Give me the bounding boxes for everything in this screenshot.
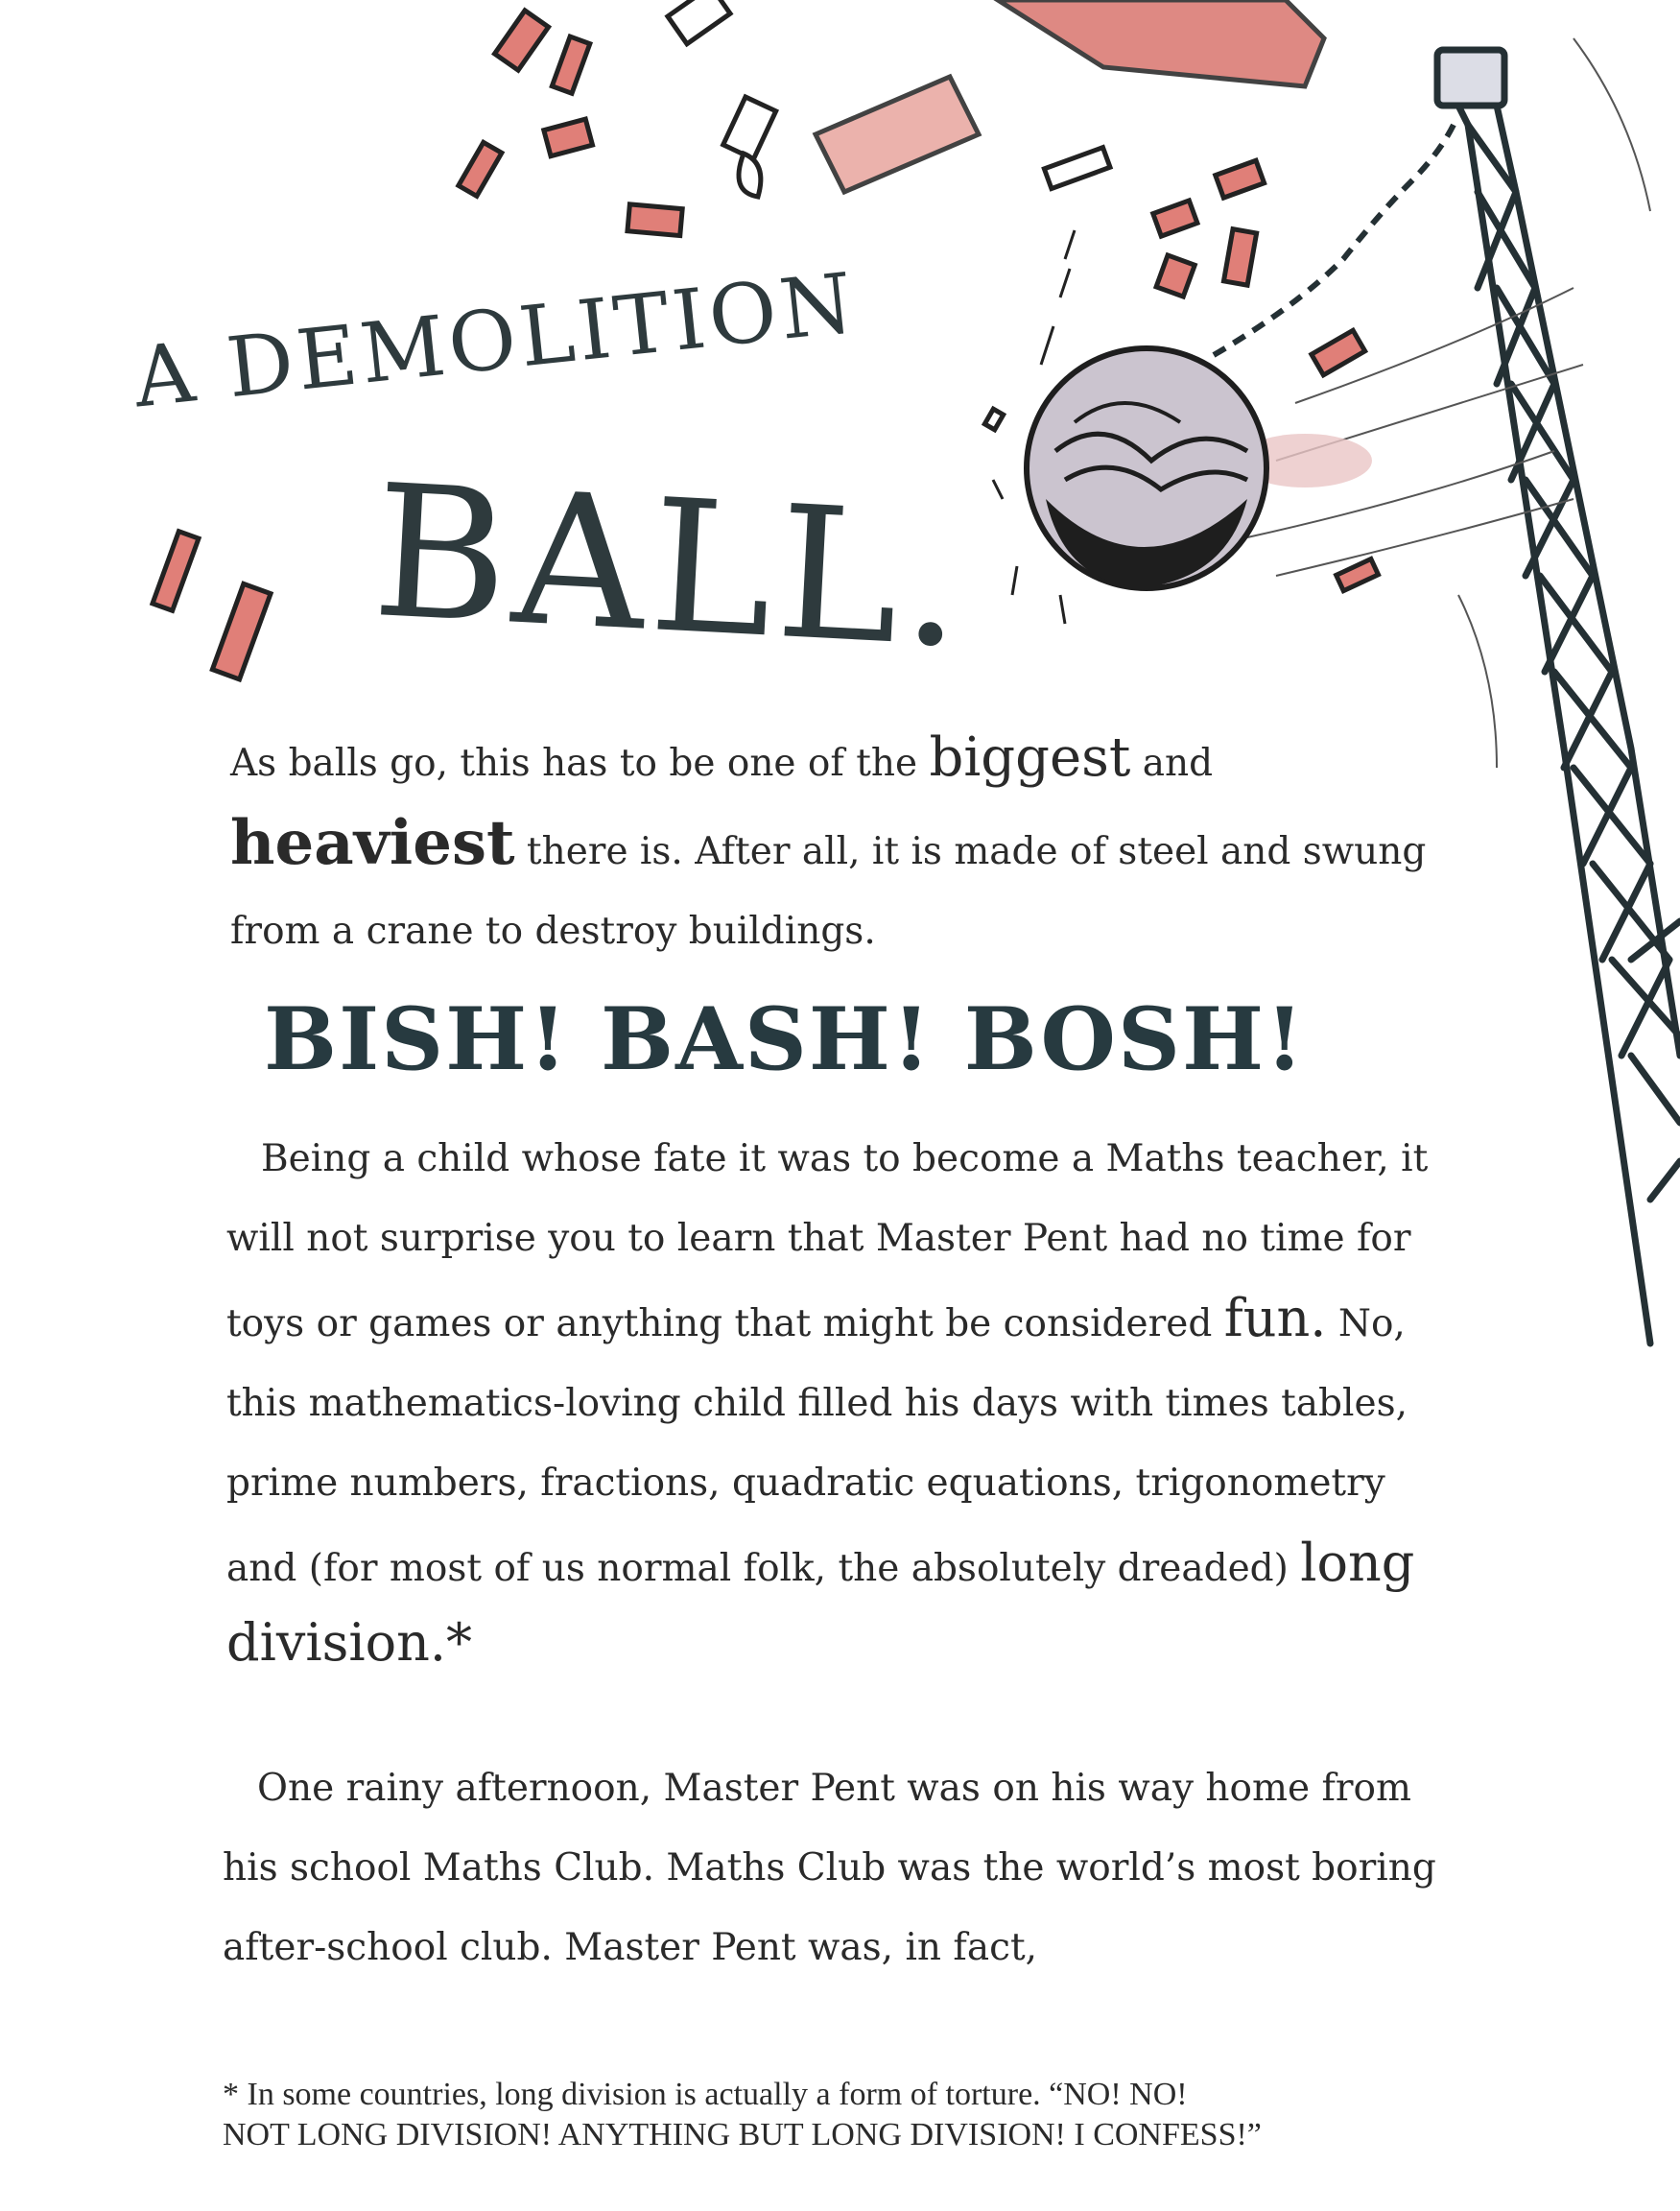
- emphasis-fun: fun.: [1223, 1288, 1327, 1348]
- wrecking-ball-icon: [1027, 348, 1266, 588]
- emphasis-heaviest: heaviest: [230, 807, 515, 879]
- emphasis-division: division.*: [226, 1612, 473, 1673]
- emphasis-long: long: [1300, 1533, 1415, 1593]
- para1-text-2: and: [1130, 742, 1214, 785]
- paragraph-rainy-afternoon: [223, 1748, 1470, 1987]
- para1-text-3: there is. After all, it is made of steel and swung from a crane to destroy buildings.: [230, 830, 1427, 953]
- para2-text-2: No, this mathematics-loving child filled his days with times tables, prime numbers, fractions, quadratic equations, trigonometry and (for most of us normal folk, the absolutely dreaded): [226, 1302, 1408, 1590]
- para1-text-1: As balls go, this has to be one of the: [230, 742, 930, 785]
- paragraph-intro: [230, 718, 1439, 971]
- footnote: [223, 2075, 1527, 2155]
- motion-lines-icon: [1247, 38, 1650, 768]
- bish-bash-bosh-heading: BISH! BASH! BOSH!: [264, 988, 1306, 1090]
- footnote-line-1: * In some countries, long division is actually a form of torture. “NO! NO!: [223, 2077, 1188, 2112]
- para2-text-1: Being a child whose fate it was to become a Maths teacher, it will not surprise you to learn that Master Pent had no time for toys or games or anything that might be considered: [226, 1137, 1429, 1345]
- crane-tower-icon: [1437, 50, 1680, 1343]
- footnote-line-2: NOT LONG DIVISION! ANYTHING BUT LONG DIVISION! I CONFESS!”: [223, 2117, 1262, 2152]
- title-line-1: A DEMOLITION: [130, 254, 862, 427]
- title-line-2: BALL.: [368, 445, 974, 689]
- para3-text: One rainy afternoon, Master Pent was on his way home from his school Maths Club. Maths Club was the world’s most boring after-school club. Master Pent was, in fact,: [223, 1767, 1436, 1969]
- emphasis-biggest: biggest: [929, 726, 1131, 789]
- paragraph-master-pent: [226, 1119, 1435, 1688]
